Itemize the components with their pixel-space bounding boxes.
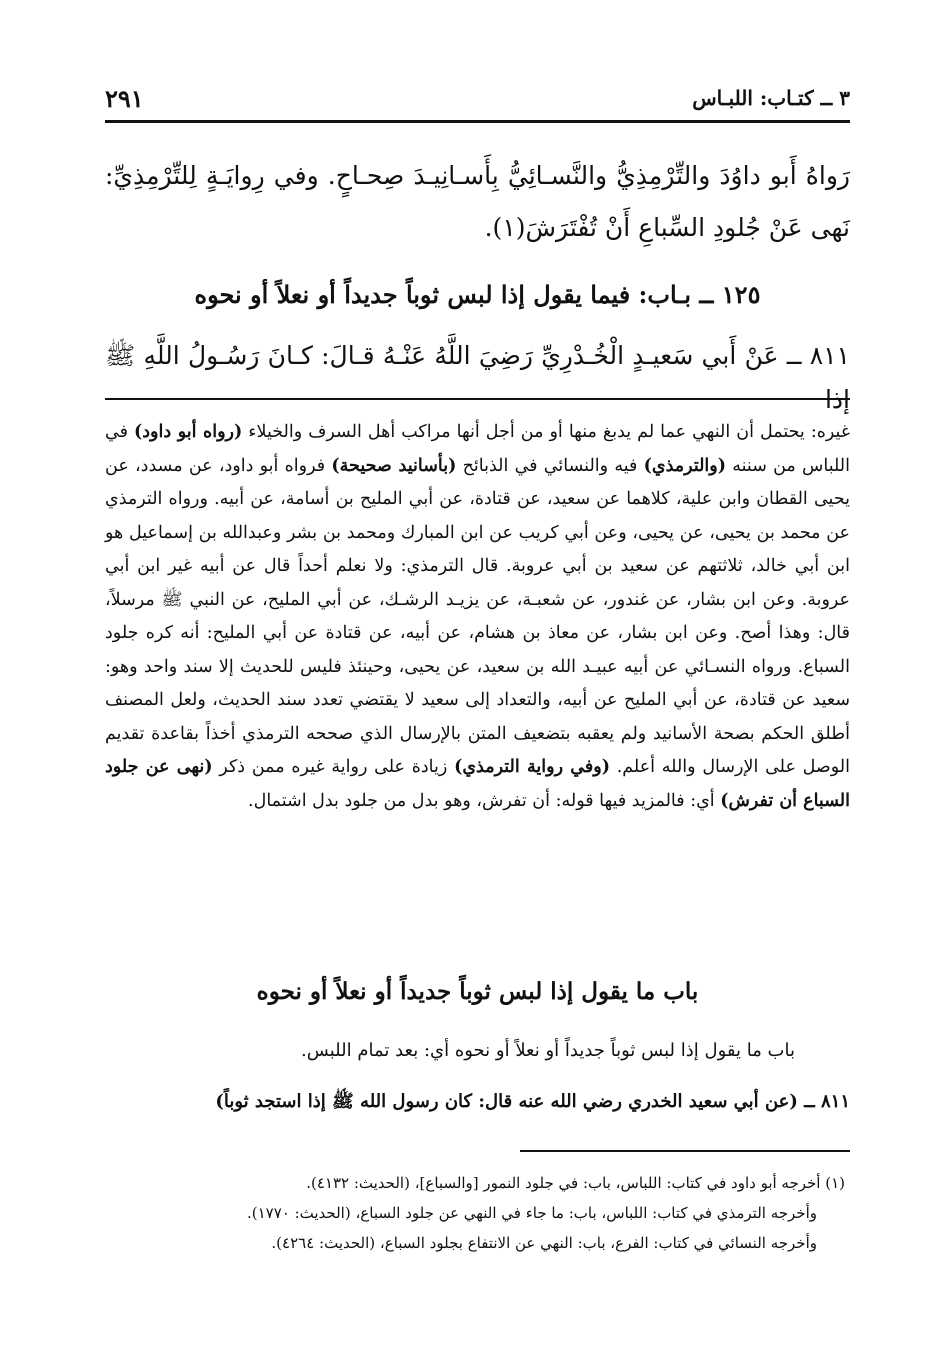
commentary-segment: أي: فالمزيد فيها قوله: أن تفرش، وهو بدل من جلود بدل اشتمال. xyxy=(248,790,721,811)
commentary-bab-heading: باب ما يقول إذا لبس ثوباً جديداً أو نعلاً أو نحوه xyxy=(256,978,699,1005)
commentary-bold-segment: (والترمذي) xyxy=(643,455,727,476)
footnotes xyxy=(105,1168,845,1258)
commentary-hadith-811: ٨١١ ــ (عن أبي سعيد الخدري رضي الله عنه قال: كان رسول الله ﷺ إذا استجد ثوباً) xyxy=(215,1091,850,1112)
commentary-bab-explanation: باب ما يقول إذا لبس ثوباً جديداً أو نعلاً أو نحوه أي: بعد تمام اللبس. xyxy=(301,1040,795,1061)
commentary-segment: غيره: يحتمل أن النهي عما لم يدبغ منها أو من أجل أنها مراكب أهل السرف والخيلاء xyxy=(242,422,850,442)
commentary-bold-segment: (نهى عن جلود السباع أن تفرش) xyxy=(105,757,850,811)
page-number: ٢٩١ xyxy=(105,84,144,113)
footnote-separator xyxy=(520,1150,850,1152)
commentary-segment: فرواه أبو داود، عن مسدد، عن يحيى القطان وابن علية، كلاهما عن سعيد، عن قتادة، عن أبي المليح بن أسامة، عن أبيه. ورواه الترمذي عن محمد بن يحيى، عن يحيى، وعن أبي كريب عن ابن المبارك ومحمد بن بشر وعبدالله بن إسماعيل هو ابن أبي خالد، ثلاثتهم عن سعيد بن أبي عروبة. قال الترمذي: ولا نعلم أحداً قال عن أبيه غير ابن أبي عروبة. وعن ابن بشار، عن غندور، عن شعبـة، عن يزيـد الرشـك، عن أبي المليح، عن النبي ﷺ مرسلاً، قال: وهذا أصح. وعن ابن بشار، عن معاذ بن هشام، عن أبيه، عن قتادة عن أبي المليح: أنه كره جلود السباع. ورواه النسـائي عن أبيه عبيـد الله بن سعيد، عن يحيى، وحينئذ فليس للحديث إلا سند واحد وهو: سعيد عن قتادة، عن أبي المليح عن أبيه، والتعداد إلى سعيد لا يقتضي تعدد سند الحديث، ولعل المصنف أطلق الحكم بصحة الأسانيد ولم يعقبه بتضعيف المتن بالإرسال الذي صححه الترمذي أخذاً بقاعدة تقديم الوصل على الإرسال والله أعلم. xyxy=(105,455,850,777)
page-header xyxy=(105,84,850,123)
commentary-separator xyxy=(105,398,850,400)
commentary-bold-segment: (بأسانيد صحيحة) xyxy=(331,455,457,476)
commentary-segment: زيادة على رواية غيره ممن ذكر xyxy=(212,757,455,777)
commentary-bold-segment: (رواه أبو داود) xyxy=(133,422,243,442)
footnote-3: وأخرجه النسائي في كتاب: الفرع، باب: النهي عن الانتفاع بجلود السباع، (الحديث: ٤٢٦٤). xyxy=(271,1234,817,1252)
commentary-segment: فيه والنسائي في الذبائح xyxy=(456,455,644,476)
running-title: ٣ ــ كتـاب: اللبـاس xyxy=(692,86,850,110)
hadith-811-start: ٨١١ ــ عَنْ أَبي سَعيـدٍ الْخُـدْرِيِّ رَضِيَ اللَّهُ عَنْـهُ قـالَ: كـانَ رَسُـولُ اللَّهِ ﷺ إذا xyxy=(105,341,850,414)
bab-heading: ١٢٥ ــ بـاب: فيما يقول إذا لبس ثوباً جديداً أو نعلاً أو نحوه xyxy=(194,280,761,309)
commentary-segment: في اللباس من سننه xyxy=(105,422,851,476)
commentary-text xyxy=(105,416,850,818)
footnote-2: وأخرجه الترمذي في كتاب: اللباس، باب: ما جاء في النهي عن جلود السباع، (الحديث: ١٧٧٠). xyxy=(246,1204,817,1222)
hadith-matn: رَواهُ أَبو داوُدَ والتِّرْمِذِيُّ والنَّسـائِيُّ بِأَسـانِيـدَ صِحـاحٍ. وفي رِوايَـةٍ لِلتِّرْمِذِيِّ: نَهى عَنْ جُلودِ السِّباعِ أَنْ تُفْتَرَشَ(١). xyxy=(105,161,850,242)
footnote-1: (١) أخرجه أبو داود في كتاب: اللباس، باب: في جلود النمور [والسباع]، (الحديث: ٤١٣٢). xyxy=(306,1174,845,1192)
commentary-bold-segment: (وفي رواية الترمذي) xyxy=(454,757,610,777)
